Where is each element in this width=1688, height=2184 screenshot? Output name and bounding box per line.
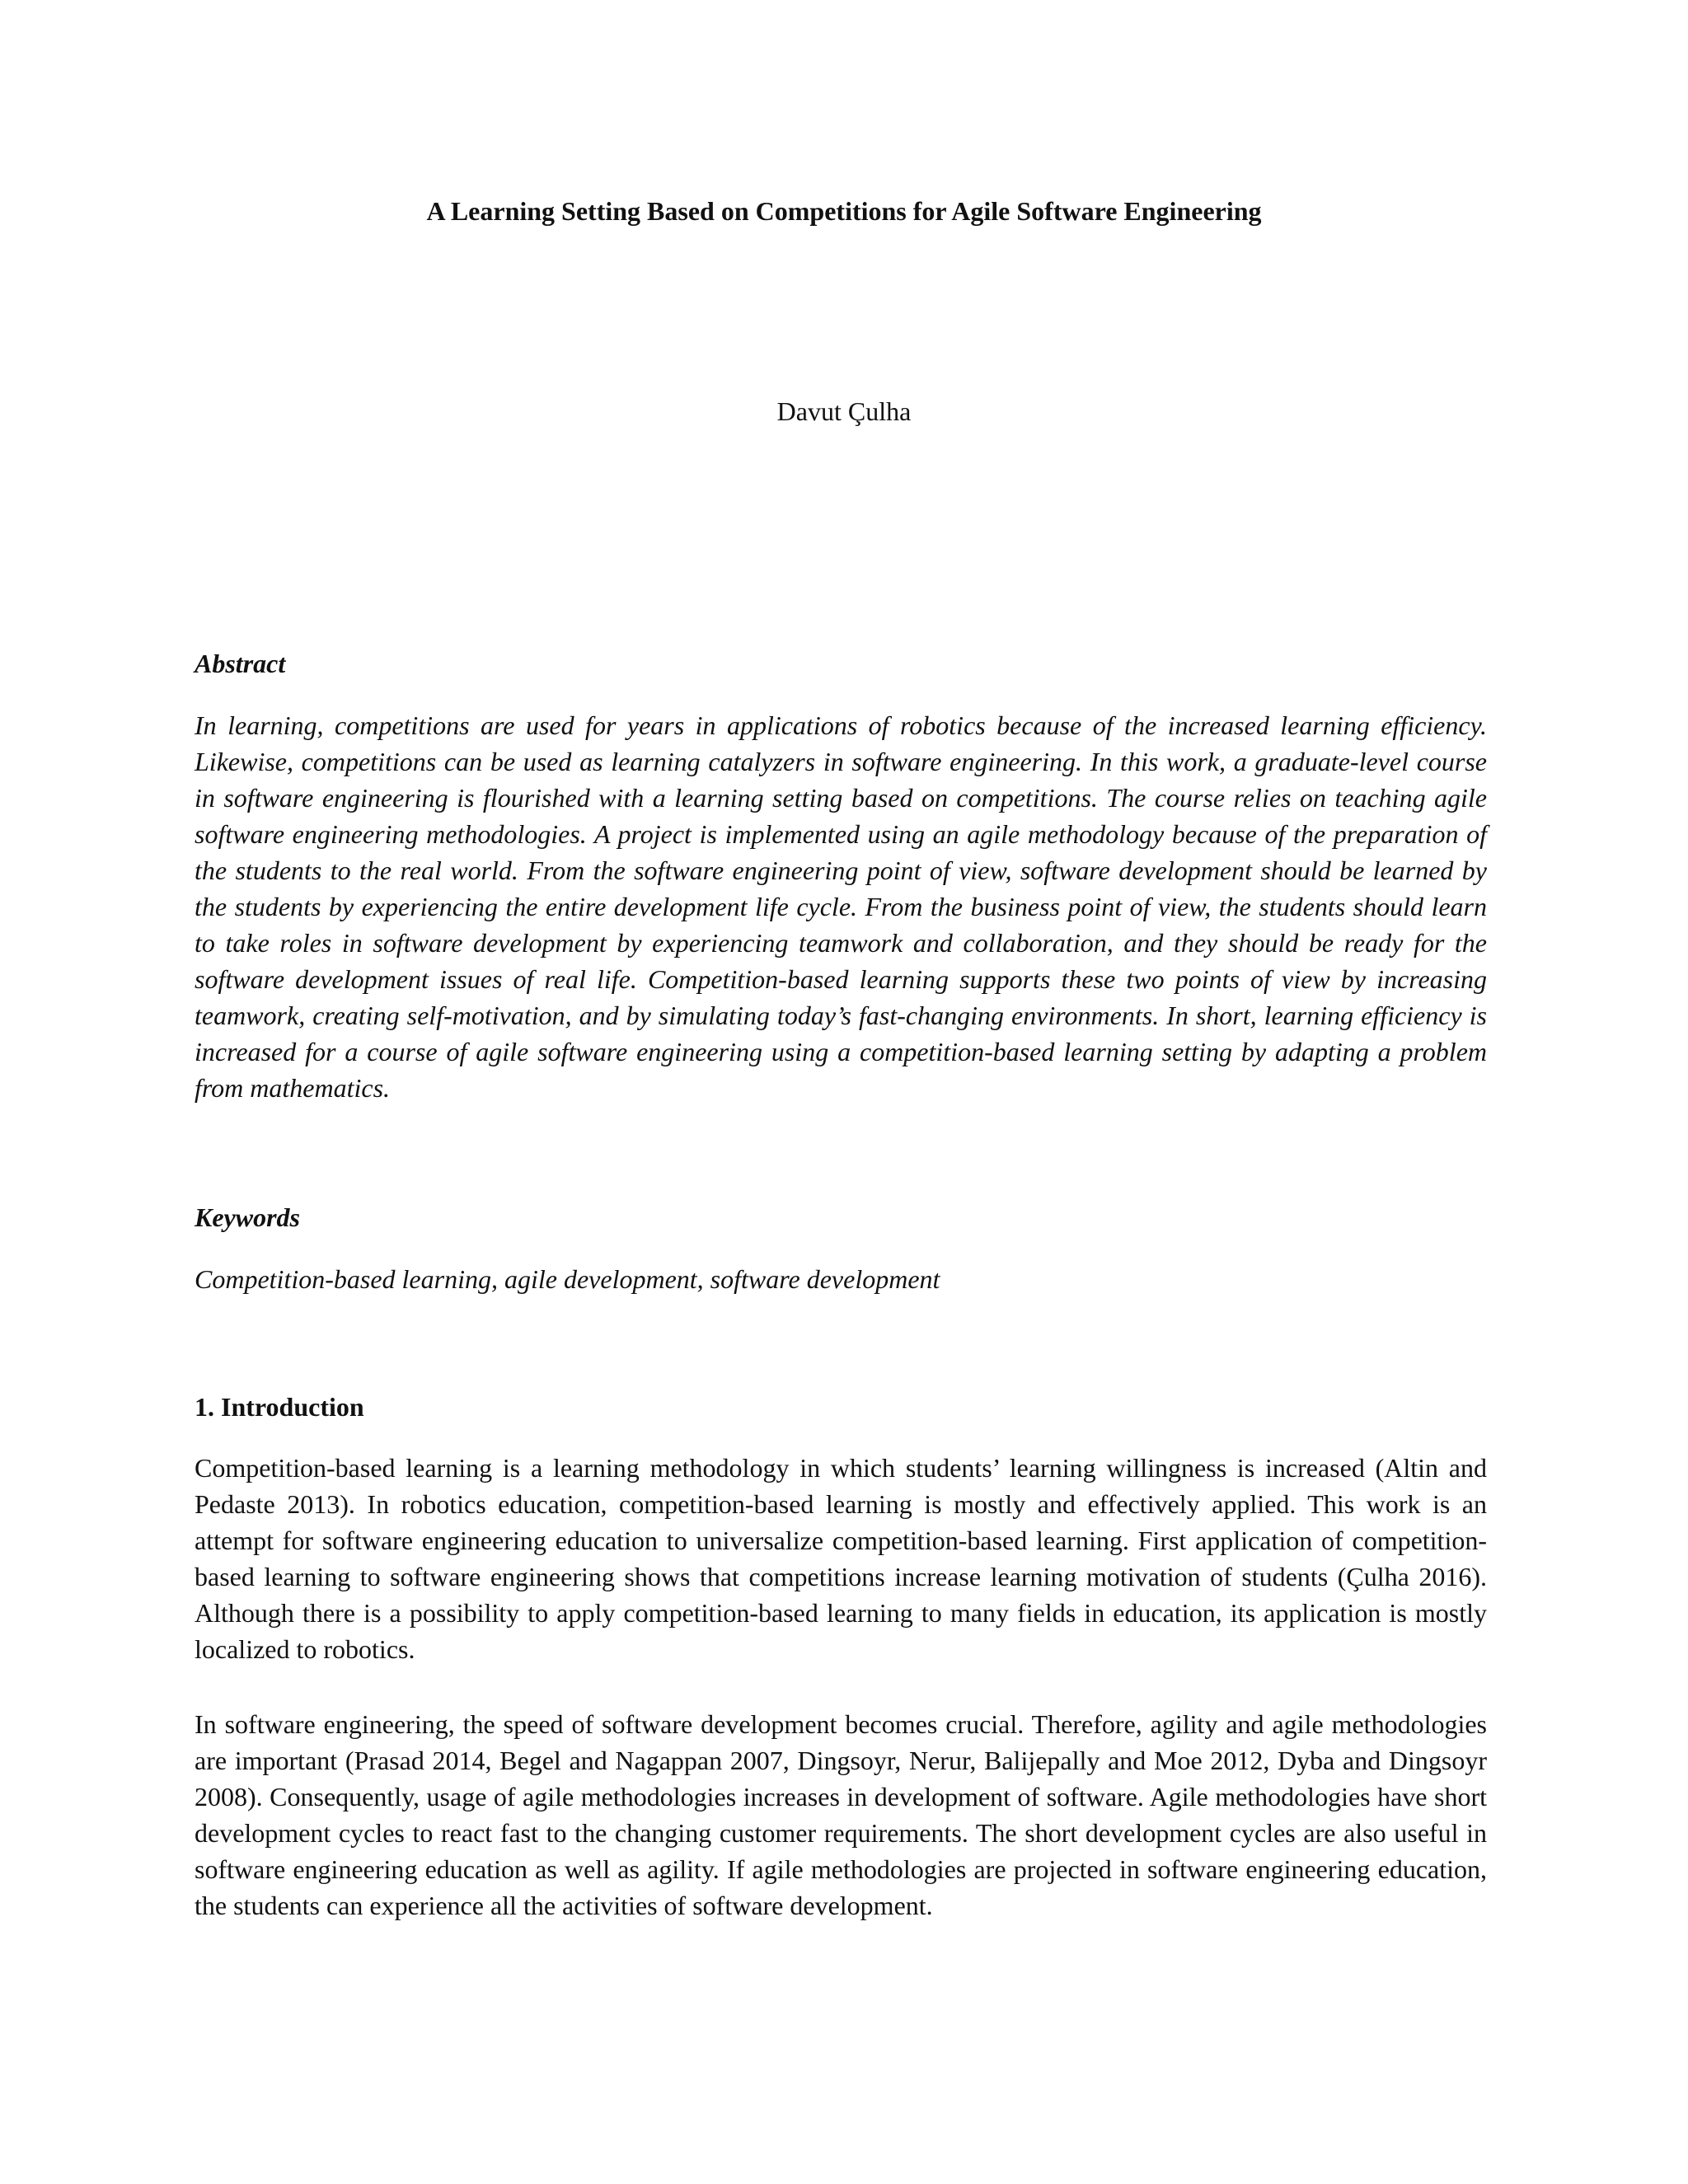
keywords-heading-block — [195, 1199, 1487, 1235]
introduction-paragraph: Competition-based learning is a learning methodology in which students’ learning willingness is increased (Altin and Pedaste 2013). In robotics education, competition-based learning is mostly and effectively applied. This work is an attempt for software engineering education to universalize competition-based learning. First application of competition-based learning to software engineering shows that competitions increase learning motivation of students (Çulha 2016). Although there is a possibility to apply competition-based learning to many fields in education, its application is mostly localized to robotics. — [195, 1453, 1487, 1664]
keywords-section — [195, 1261, 1487, 1297]
abstract-heading-block — [195, 645, 1487, 682]
introduction-heading-block — [195, 1389, 1487, 1425]
abstract-section — [195, 707, 1487, 1106]
paper-title: A Learning Setting Based on Competitions for Agile Software Engineering — [426, 196, 1262, 226]
keywords-heading: Keywords — [195, 1202, 300, 1232]
introduction-paragraph-2-block — [195, 1706, 1487, 1924]
introduction-paragraph-1-block — [195, 1450, 1487, 1667]
introduction-heading: 1. Introduction — [195, 1392, 364, 1422]
abstract-heading: Abstract — [195, 649, 286, 678]
author-name: Davut Çulha — [776, 396, 912, 426]
abstract-text: In learning, competitions are used for years in applications of robotics because of the increased learning efficiency. Likewise, competitions can be used as learning catalyzers in software engineering. In this work, a graduate-level course in software engineering is flourished with a learning setting based on competitions. The course relies on teaching agile software engineering methodologies. A project is implemented using an agile methodology because of the preparation of the students to the real world. From the software engineering point of view, software development should be learned by the students by experiencing the entire development life cycle. From the business point of view, the students should learn to take roles in software development by experiencing teamwork and collaboration, and they should be ready for the software development issues of real life. Competition-based learning supports these two points of view by increasing teamwork, creating self-motivation, and by simulating today’s fast-changing environments. In short, learning efficiency is increased for a course of agile software engineering using a competition-based learning setting by adapting a problem from mathematics. — [195, 710, 1487, 1103]
keywords-text: Competition-based learning, agile development, software development — [195, 1264, 940, 1294]
introduction-paragraph: In software engineering, the speed of software development becomes crucial. Therefore, agility and agile methodologies are important (Prasad 2014, Begel and Nagappan 2007, Dingsoyr, Nerur, Balijepally and Moe 2012, Dyba and Dingsoyr 2008). Consequently, usage of agile methodologies increases in development of software. Agile methodologies have short development cycles to react fast to the changing customer requirements. The short development cycles are also useful in software engineering education as well as agility. If agile methodologies are projected in software engineering education, the students can experience all the activities of software development. — [195, 1709, 1487, 1920]
